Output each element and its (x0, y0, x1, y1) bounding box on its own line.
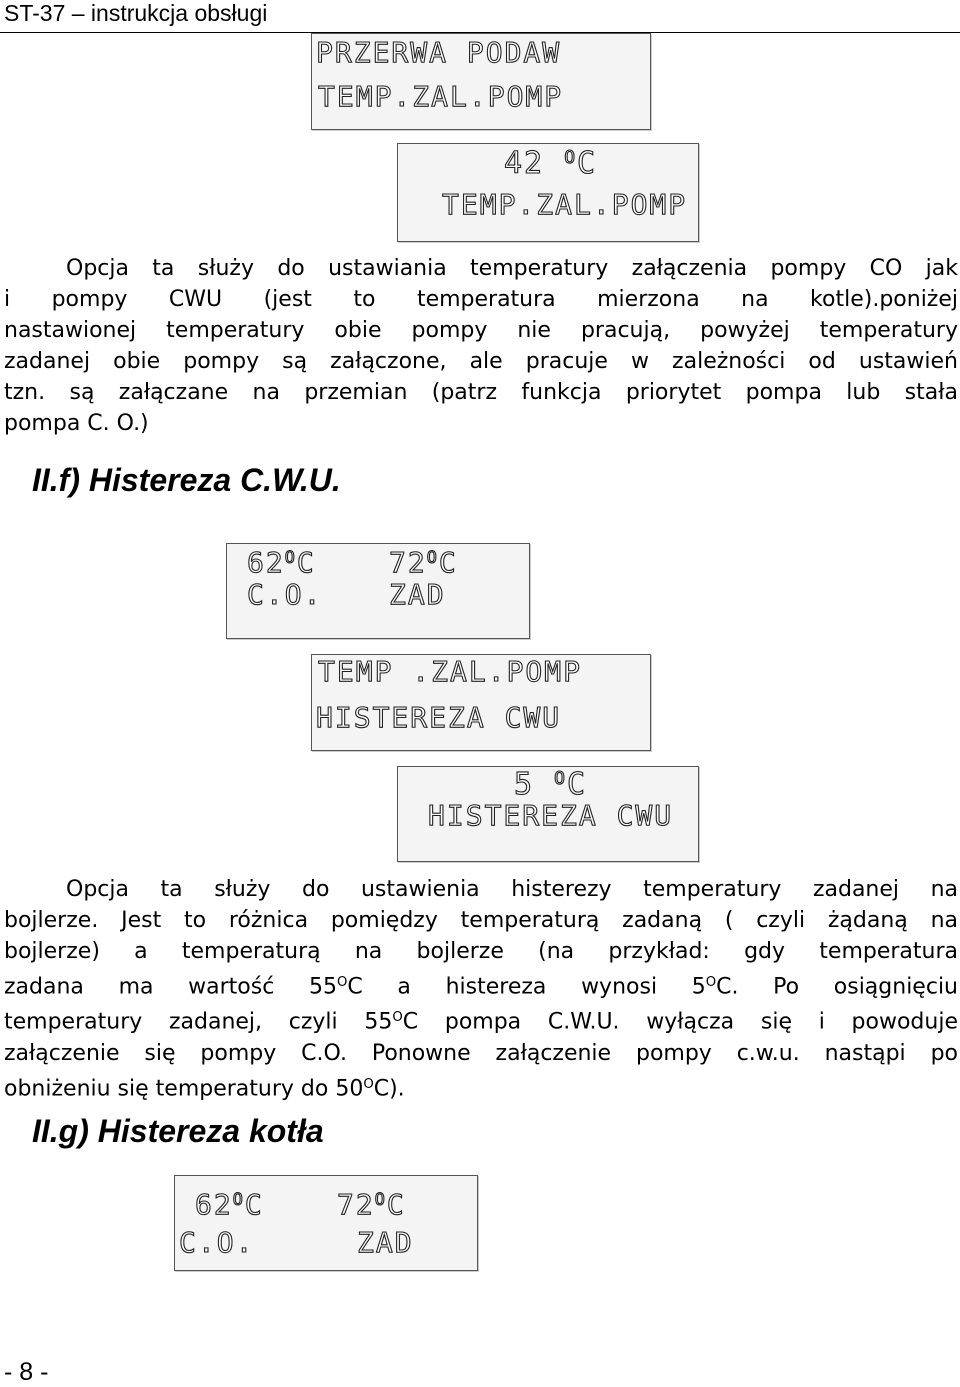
lcd-label: HISTEREZA CWU (428, 799, 674, 832)
text-line: pompa C. O.) (4, 411, 149, 436)
text-line: tzn. są załączane na przemian (patrz funkcja priorytet pompa lub stała (4, 380, 958, 405)
lcd-value-number: 62 (195, 1188, 233, 1221)
degree-symbol: O (426, 546, 439, 567)
lcd-value-zad (389, 546, 458, 579)
lcd-display-main-screen-2 (174, 1175, 478, 1271)
text-line (4, 1069, 958, 1104)
header-title: ST-37 – instrukcja obsługi (4, 0, 268, 26)
lcd-display-histereza-cwu-menu (311, 654, 651, 751)
section-heading-histereza-kotla: II.g) Histereza kotła (32, 1113, 324, 1149)
text-line: załączenie się pompy C.O. Ponowne załączenie pompy c.w.u. nastąpi po (4, 1040, 958, 1066)
text-fragment: zadana ma wartość 55 (4, 974, 337, 1000)
lcd-value-co (195, 1188, 264, 1221)
lcd-unit: C (566, 767, 588, 802)
lcd-value-zad (337, 1188, 406, 1221)
lcd-label-co: C.O. (247, 578, 323, 611)
paragraph-histereza-cwu (4, 874, 958, 1104)
text-line: i pompy CWU (jest to temperatura mierzona na kotle).poniżej (4, 287, 958, 312)
degree-symbol: O (554, 768, 567, 790)
degree-symbol: O (232, 1188, 245, 1209)
paragraph-temp-zal-pomp (4, 253, 958, 439)
text-line: zadanej obie pompy są załączone, ale pracuje w zależności od ustawień (4, 349, 958, 374)
lcd-value-number: 62 (247, 546, 285, 579)
lcd-value-co (247, 546, 316, 579)
degree-symbol: O (374, 1188, 387, 1209)
lcd-value-number: 5 (514, 767, 535, 802)
lcd-display-histereza-cwu-value (397, 766, 699, 862)
lcd-label-co: C.O. (179, 1226, 255, 1259)
text-fragment: temperatury zadanej, czyli 55 (4, 1009, 393, 1035)
lcd-unit: C (296, 546, 316, 579)
lcd-unit: C (386, 1188, 406, 1221)
degree-symbol: O (337, 975, 348, 990)
degree-symbol: O (392, 1010, 403, 1026)
lcd-label-zad: ZAD (389, 578, 446, 611)
text-line (4, 1002, 958, 1037)
degree-symbol: O (363, 1076, 374, 1092)
text-fragment: C. Po osiągnięciu (716, 974, 958, 1000)
text-fragment: C pompa C.W.U. wyłącza się i powoduje (402, 1009, 958, 1035)
lcd-label-zad: ZAD (357, 1226, 414, 1259)
lcd-label: TEMP.ZAL.POMP (442, 188, 688, 221)
degree-symbol: O (705, 975, 717, 990)
text-line: Opcja ta służy do ustawienia histerezy temperatury zadanej na (66, 877, 958, 902)
lcd-line-1: PRZERWA PODAW (316, 36, 562, 69)
lcd-unit: C (438, 546, 458, 579)
degree-symbol: O (284, 546, 297, 567)
page-number: - 8 - (4, 1358, 49, 1386)
lcd-display-przerwa-podaw (311, 33, 651, 130)
degree-symbol: O (564, 147, 578, 169)
lcd-line-2: TEMP.ZAL.POMP (318, 80, 564, 113)
lcd-unit: C (577, 146, 598, 181)
lcd-display-main-screen (226, 543, 530, 639)
lcd-value (504, 146, 597, 181)
text-fragment: C). (373, 1075, 405, 1101)
lcd-value (514, 767, 587, 802)
lcd-value-number: 72 (337, 1188, 375, 1221)
text-line: bojlerze) a temperaturą na bojlerze (na przykład: gdy temperatura (4, 939, 958, 964)
lcd-line-2: HISTEREZA CWU (316, 701, 562, 734)
text-line: nastawionej temperatury obie pompy nie pracują, powyżej temperatury (4, 318, 958, 343)
lcd-line-1: TEMP .ZAL.POMP (318, 655, 583, 688)
lcd-display-temp-zal-pomp (397, 143, 699, 242)
text-fragment: obniżeniu się temperatury do 50 (4, 1075, 364, 1101)
lcd-value-number: 72 (389, 546, 427, 579)
lcd-unit: C (244, 1188, 264, 1221)
text-line: bojlerze. Jest to różnica pomiędzy temperaturą zadaną ( czyli żądaną na (4, 908, 958, 933)
lcd-value-number: 42 (504, 146, 545, 181)
text-fragment: C a histereza wynosi 5 (347, 974, 706, 1000)
page-header (0, 0, 960, 33)
section-heading-histereza-cwu: II.f) Histereza C.W.U. (32, 462, 341, 498)
text-line: Opcja ta służy do ustawiania temperatury załączenia pompy CO jak (66, 256, 958, 281)
text-line (4, 967, 958, 1002)
